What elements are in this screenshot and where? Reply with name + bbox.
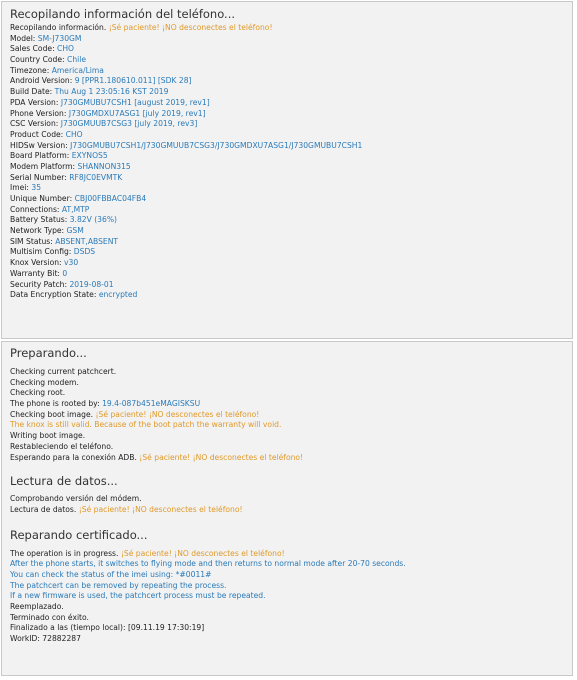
field-label: HIDSw Version: (10, 140, 68, 150)
info-text: The patchcert can be removed by repeating the process. (10, 580, 227, 590)
log-text: Finalizado a las (tiempo local): [09.11.19 17:30:19] (10, 623, 205, 633)
log-text: Lectura de datos. (10, 504, 77, 514)
section-title-reparando: Reparando certificado... (10, 527, 148, 542)
log-line (2, 559, 572, 570)
field-label: Connections: (10, 204, 60, 214)
field-label: CSC Version: (10, 119, 59, 129)
field-label: Serial Number: (10, 172, 67, 182)
field-label: Product Code: (10, 129, 64, 139)
info-text: After the phone starts, it switches to flying mode and then returns to normal mode after 20-70 seconds. (10, 559, 406, 569)
info-row (2, 290, 572, 301)
field-label: Sales Code: (10, 44, 55, 54)
field-label: Phone Version: (10, 108, 67, 118)
field-value: CBJ00FBBAC04FB4 (74, 194, 147, 203)
info-text: If a new firmware is used, the patchcert process must be repeated. (10, 591, 266, 601)
warning-text: ¡Sé paciente! ¡NO desconectes el teléfono! (108, 23, 273, 32)
log-line (2, 378, 572, 389)
field-label: Modem Platform: (10, 161, 76, 171)
field-value: 2019-08-01 (69, 279, 114, 289)
log-text: WorkID: 72882287 (10, 634, 81, 644)
field-value: J730GMUUB7CSG3 [july 2019, rev3] (60, 119, 198, 129)
device-fields (2, 34, 572, 301)
info-row (2, 130, 572, 141)
info-row (2, 269, 572, 280)
warning-text: ¡Sé paciente! ¡NO desconectes el teléfono! (95, 409, 260, 419)
device-info-panel (1, 1, 573, 339)
field-value: Thu Aug 1 23:05:16 KST 2019 (54, 87, 169, 97)
field-label: Timezone: (10, 65, 50, 75)
log-line (2, 494, 572, 505)
field-value: GSM (66, 226, 84, 236)
field-value: v30 (64, 258, 79, 268)
log-text: Checking root. (10, 388, 66, 398)
log-text: Writing boot image. (10, 431, 86, 441)
field-value: CHO (65, 129, 83, 139)
field-value: encrypted (98, 290, 138, 300)
field-value: AT,MTP (61, 204, 90, 214)
info-row (2, 162, 572, 173)
log-line (2, 410, 572, 421)
log-text: Checking boot image. (10, 409, 94, 419)
info-row (2, 44, 572, 55)
field-value: RF8JC0EVMTK (69, 172, 123, 182)
info-row (2, 66, 572, 77)
field-label: Network Type: (10, 226, 65, 236)
log-line (2, 442, 572, 453)
info-row (2, 55, 572, 66)
log-line (2, 549, 572, 560)
warning-text: ¡Sé paciente! ¡NO desconectes el teléfono! (120, 548, 285, 558)
operation-log-panel (1, 341, 573, 676)
log-line (2, 420, 572, 431)
field-label: Android Version: (10, 76, 73, 86)
log-line (2, 634, 572, 645)
log-text: Restableciendo el teléfono. (10, 441, 114, 451)
info-text: You can check the status of the imei using: *#0011# (10, 569, 212, 579)
warning-text: The knox is still valid. Because of the boot patch the warranty will void. (10, 420, 282, 430)
log-text: The operation is in progress. (10, 548, 119, 558)
field-label: Board Platform: (10, 151, 70, 161)
field-label: Multisim Config: (10, 247, 72, 257)
field-label: Build Date: (10, 87, 53, 97)
field-label: Security Patch: (10, 279, 68, 289)
log-text: Reemplazado. (10, 602, 64, 611)
field-value: CHO (57, 44, 75, 54)
info-row (2, 258, 572, 269)
field-label: Imei: (10, 183, 29, 193)
field-value: SHANNON315 (77, 161, 131, 171)
log-line (2, 570, 572, 581)
info-row (2, 226, 572, 237)
field-value: J730GMUBU7CSH1/J730GMUUB7CSG3/J730GMDXU7ASG1/J730GMUBU7CSH1 (70, 140, 363, 150)
info-row (2, 183, 572, 194)
info-row (2, 215, 572, 226)
field-label: Battery Status: (10, 215, 68, 225)
field-label: Unique Number: (10, 194, 73, 203)
field-value: DSDS (73, 247, 96, 257)
field-label: Knox Version: (10, 258, 62, 268)
field-label: SIM Status: (10, 236, 53, 246)
log-line (2, 581, 572, 592)
field-label: Model: (10, 33, 36, 43)
info-row (2, 141, 572, 152)
warning-text: ¡Sé paciente! ¡NO desconectes el teléfono! (139, 452, 304, 462)
field-label: PDA Version: (10, 97, 59, 107)
field-value: J730GMDXU7ASG1 [july 2019, rev1] (68, 108, 206, 118)
log-text: Recopilando información. (10, 23, 107, 32)
info-row (2, 87, 572, 98)
info-row (2, 237, 572, 248)
info-row (2, 247, 572, 258)
field-label: Data Encryption State: (10, 290, 97, 300)
log-line (2, 388, 572, 399)
log-line (2, 505, 572, 516)
section-title-lectura: Lectura de datos... (10, 474, 118, 489)
log-text: Checking current patchcert. (10, 367, 117, 376)
field-value: Chile (67, 55, 87, 65)
section-title-preparando: Preparando... (10, 346, 87, 360)
info-row (2, 173, 572, 184)
field-label: Country Code: (10, 55, 65, 65)
info-row (2, 194, 572, 205)
log-line (2, 623, 572, 634)
log-line (2, 431, 572, 442)
info-row (2, 119, 572, 130)
info-row (2, 280, 572, 291)
log-line (2, 23, 572, 34)
field-value: America/Lima (51, 65, 104, 75)
field-value: ABSENT,ABSENT (55, 236, 119, 246)
log-line (2, 591, 572, 602)
log-text: The phone is rooted by: (10, 399, 100, 409)
info-row (2, 76, 572, 87)
field-value: 35 (31, 183, 42, 193)
info-row (2, 205, 572, 216)
info-row (2, 34, 572, 45)
root-value: 19.4-087b451eMAGISKSU (102, 399, 201, 409)
log-line (2, 453, 572, 464)
log-line (2, 602, 572, 613)
info-row (2, 151, 572, 162)
log-text: Esperando para la conexión ADB. (10, 452, 137, 462)
panel-title: Recopilando información del teléfono... (10, 7, 236, 21)
field-value: 9 [PPR1.180610.011] [SDK 28] (74, 76, 192, 86)
field-value: J730GMUBU7CSH1 [august 2019, rev1] (60, 97, 210, 107)
field-value: 0 (62, 268, 68, 278)
log-line (2, 613, 572, 624)
info-row (2, 98, 572, 109)
log-line (2, 399, 572, 410)
field-value: EXYNOS5 (71, 151, 108, 161)
field-label: Warranty Bit: (10, 268, 60, 278)
log-text: Comprobando versión del módem. (10, 494, 142, 504)
field-value: SM-J730GM (37, 33, 82, 43)
info-row (2, 109, 572, 120)
log-text: Terminado con éxito. (10, 612, 89, 622)
log-line (2, 367, 572, 378)
warning-text: ¡Sé paciente! ¡NO desconectes el teléfono! (78, 504, 243, 514)
log-text: Checking modem. (10, 377, 79, 387)
field-value: 3.82V (36%) (69, 215, 118, 225)
